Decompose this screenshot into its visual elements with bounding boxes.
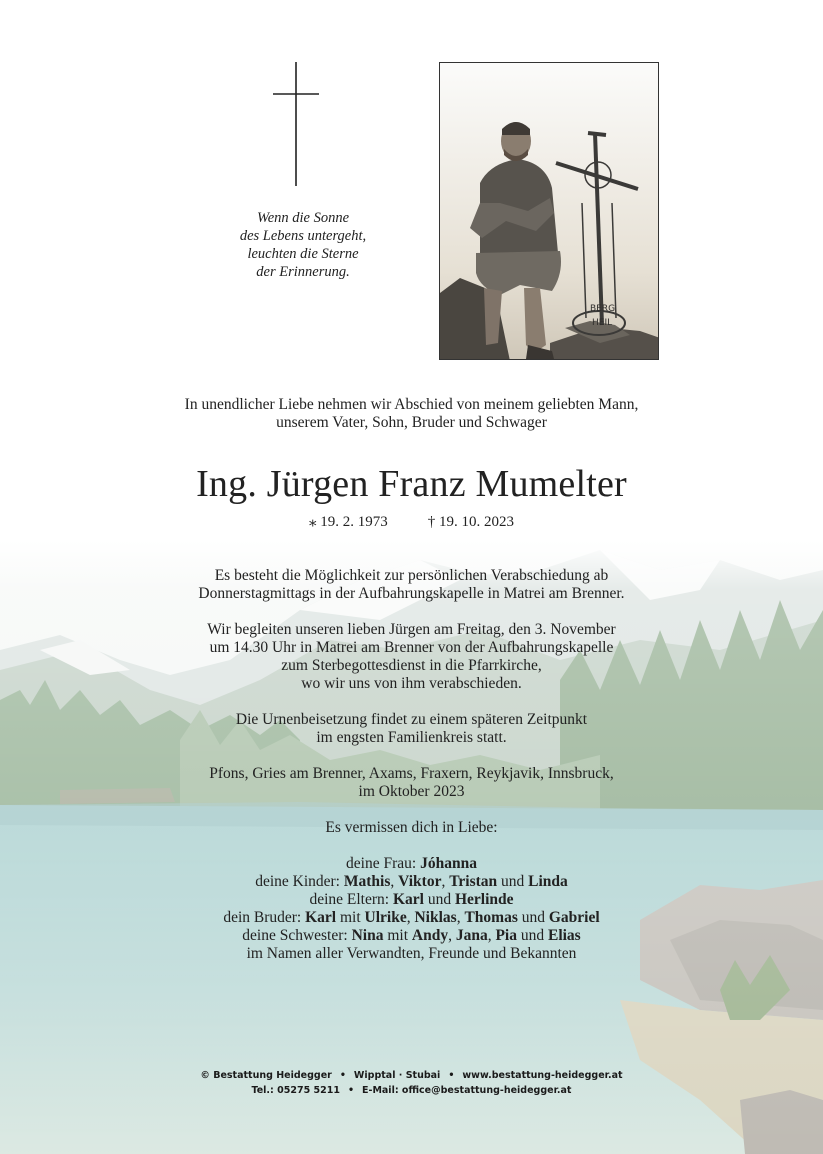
life-dates (0, 513, 823, 531)
mourner-brother: dein Bruder: Karl mit Ulrike, Niklas, Thomas und Gabriel (223, 909, 600, 926)
footer-line-2: Tel.: 05275 5211 • E-Mail: office@bestattung-heidegger.at (251, 1085, 572, 1096)
region: Wipptal · Stubai (353, 1070, 441, 1081)
company-name: © Bestattung Heidegger (200, 1070, 332, 1081)
quote-line: der Erinnerung. (256, 264, 350, 280)
phone-number[interactable]: Tel.: 05275 5211 (251, 1085, 340, 1096)
footer-line-1: © Bestattung Heidegger • Wipptal · Stubai • www.bestattung-heidegger.at (200, 1070, 623, 1081)
memorial-cross-icon (271, 62, 321, 186)
mourner-sister: deine Schwester: Nina mit Andy, Jana, Pia und Elias (242, 927, 581, 944)
intro-line: In unendlicher Liebe nehmen wir Abschied von meinem geliebten Mann, (184, 396, 639, 413)
man-at-summit-cross-image (440, 63, 659, 360)
place-date-paragraph: Pfons, Gries am Brenner, Axams, Fraxern, Reykjavik, Innsbruck, im Oktober 2023 (209, 765, 614, 800)
email-link[interactable]: E-Mail: office@bestattung-heidegger.at (362, 1085, 572, 1096)
farewell-paragraph: Es besteht die Möglichkeit zur persönlichen Verabschiedung ab Donnerstagmittags in der Aufbahrungskapelle in Matrei am Brenner. (198, 567, 625, 602)
mourner-children: deine Kinder: Mathis, Viktor, Tristan und Linda (255, 873, 568, 890)
mourners-list (0, 855, 823, 963)
quote-line: leuchten die Sterne (247, 246, 359, 262)
urn-paragraph: Die Urnenbeisetzung findet zu einem späteren Zeitpunkt im engsten Familienkreis statt. (235, 711, 588, 746)
announcement-body (0, 567, 823, 963)
quote-line: des Lebens untergeht, (239, 228, 367, 244)
birth-date: ⁎ 19. 2. 1973 (309, 514, 388, 530)
website-link[interactable]: www.bestattung-heidegger.at (462, 1070, 623, 1081)
death-date: † 19. 10. 2023 (427, 514, 514, 530)
missed-line: Es vermissen dich in Liebe: (325, 819, 498, 836)
portrait-photo (439, 62, 659, 360)
undertaker-footer (0, 1068, 823, 1098)
memorial-quote (190, 209, 416, 281)
birth-star-icon: ⁎ (309, 514, 317, 530)
plaque-text: BERG (590, 304, 616, 314)
mourner-wife: deine Frau: Jóhanna (346, 855, 477, 872)
mourner-parents: deine Eltern: Karl und Herlinde (309, 891, 514, 908)
death-cross-icon: † (427, 514, 436, 530)
mourner-closing: im Namen aller Verwandten, Freunde und Bekannten (246, 945, 577, 962)
intro-line: unserem Vater, Sohn, Bruder und Schwager (276, 414, 547, 431)
deceased-name: Ing. Jürgen Franz Mumelter (196, 463, 627, 505)
farewell-intro (0, 396, 823, 432)
funeral-paragraph: Wir begleiten unseren lieben Jürgen am Freitag, den 3. November um 14.30 Uhr in Matrei am Brenner von der Aufbahrungskapelle zum Sterbegottesdienst in die Pfarrkirche, wo wir uns von ihm verabschieden. (207, 621, 616, 692)
quote-line: Wenn die Sonne (256, 210, 350, 226)
plaque-text: HEIL (592, 318, 613, 328)
